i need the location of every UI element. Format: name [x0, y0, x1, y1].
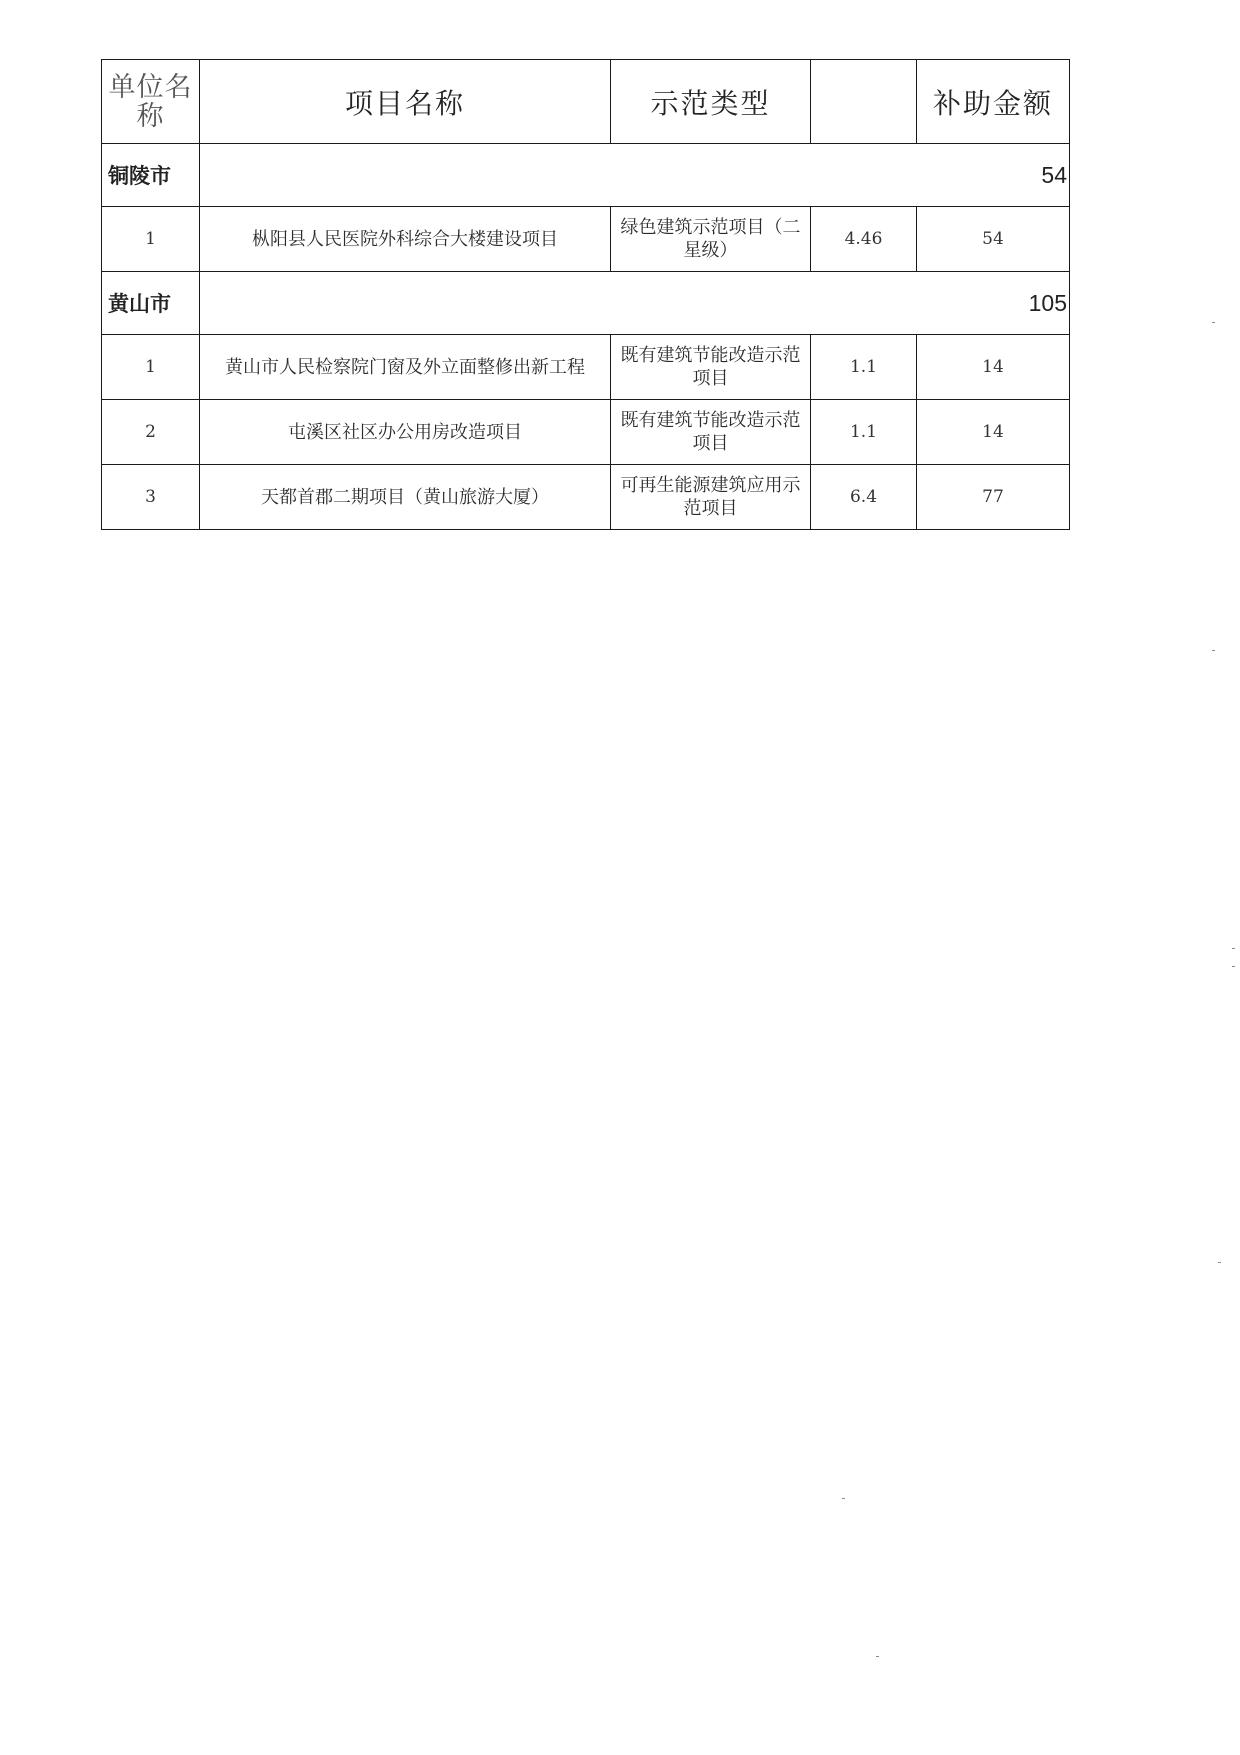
header-unit: 单位名称	[102, 60, 200, 144]
header-area	[811, 60, 917, 144]
scan-speck	[876, 1656, 879, 1657]
row-demo-type-cell	[611, 400, 811, 465]
subsidy-table	[101, 59, 1070, 530]
row-amount: 14	[917, 335, 1070, 400]
scan-speck	[1232, 948, 1235, 949]
row-project-name: 天都首郡二期项目（黄山旅游大厦）	[200, 465, 611, 530]
row-demo-type-cell	[611, 207, 811, 272]
row-demo-type: 既有建筑节能改造示范项目	[620, 410, 801, 454]
group-city-total: 54	[200, 144, 1070, 207]
row-amount: 77	[917, 465, 1070, 530]
table-row	[102, 207, 1070, 272]
row-amount: 54	[917, 207, 1070, 272]
row-area: 1.1	[811, 335, 917, 400]
row-index: 1	[102, 335, 200, 400]
table-row	[102, 400, 1070, 465]
row-project-name: 黄山市人民检察院门窗及外立面整修出新工程	[225, 356, 585, 378]
table-row	[102, 465, 1070, 530]
row-index: 2	[102, 400, 200, 465]
scan-speck	[1232, 966, 1235, 967]
group-city-name: 黄山市	[102, 272, 200, 335]
row-index: 1	[102, 207, 200, 272]
row-demo-type: 绿色建筑示范项目（二星级）	[620, 217, 801, 261]
table-row	[102, 335, 1070, 400]
row-demo-type: 既有建筑节能改造示范项目	[620, 345, 801, 389]
header-project-name: 项目名称	[200, 60, 611, 144]
row-project-name-cell	[200, 335, 611, 400]
group-city-total: 105	[200, 272, 1070, 335]
row-demo-type-cell	[611, 335, 811, 400]
row-area: 6.4	[811, 465, 917, 530]
header-demo-type: 示范类型	[611, 60, 811, 144]
group-row-tongling	[102, 144, 1070, 207]
scan-speck	[1218, 1262, 1221, 1263]
group-city-name: 铜陵市	[102, 144, 200, 207]
scan-speck	[1212, 650, 1215, 651]
row-index: 3	[102, 465, 200, 530]
row-amount: 14	[917, 400, 1070, 465]
table-header-row	[102, 60, 1070, 144]
group-row-huangshan	[102, 272, 1070, 335]
scan-speck	[1212, 322, 1215, 323]
row-project-name: 枞阳县人民医院外科综合大楼建设项目	[200, 207, 611, 272]
row-area: 4.46	[811, 207, 917, 272]
row-demo-type-cell	[611, 465, 811, 530]
row-area: 1.1	[811, 400, 917, 465]
scan-speck	[842, 1498, 845, 1499]
row-demo-type: 可再生能源建筑应用示范项目	[620, 475, 801, 519]
row-project-name: 屯溪区社区办公用房改造项目	[200, 400, 611, 465]
header-subsidy: 补助金额	[917, 60, 1070, 144]
